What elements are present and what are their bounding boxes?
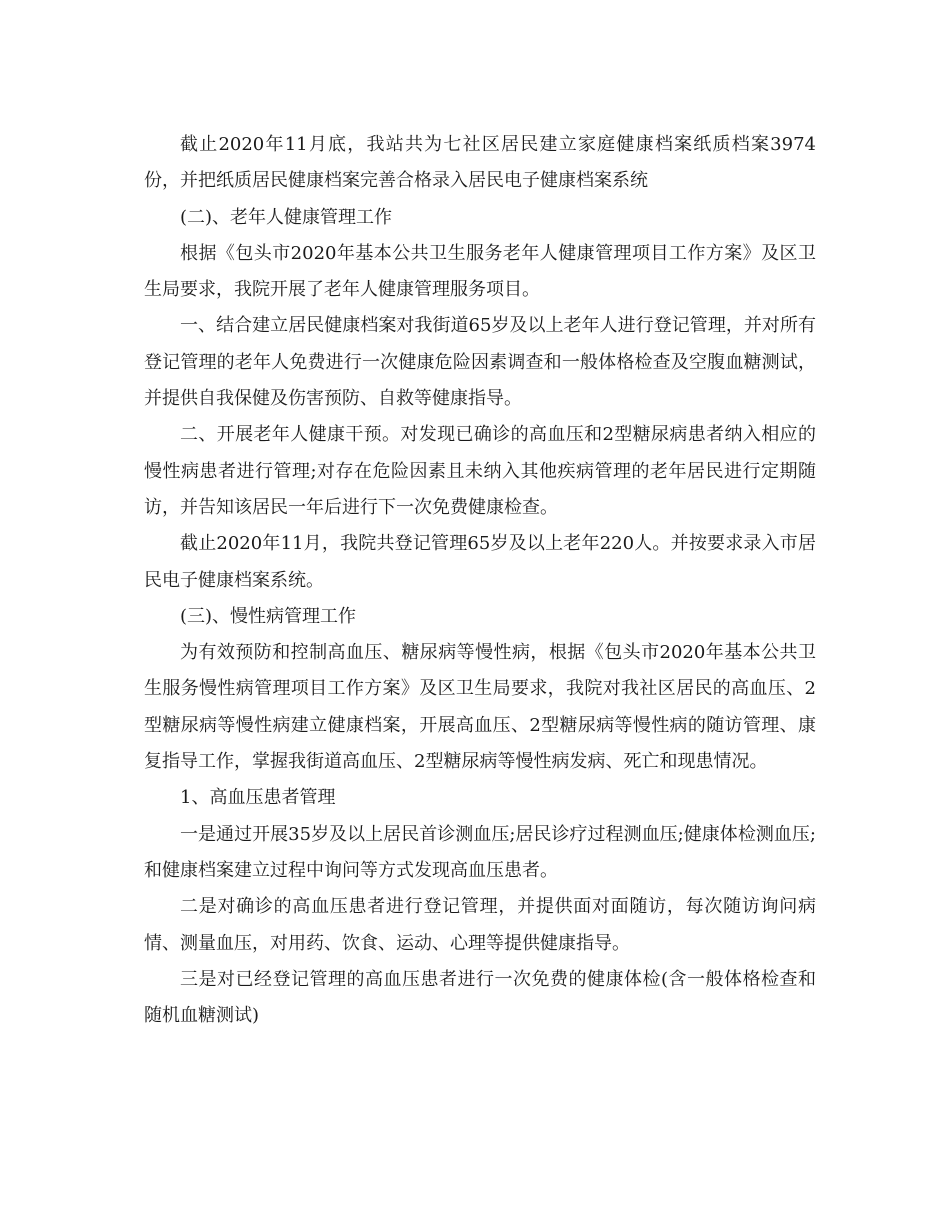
paragraph-elderly-registration: 一、结合建立居民健康档案对我街道65岁及以上老年人进行登记管理，并对所有登记管理的老年人免费进行一次健康危险因素调查和一般体格检查及空腹血糖测试，并提供自我保健及伤害预防、自救等健康指导。 — [144, 315, 816, 410]
paragraph-hypertension-detection: 一是通过开展35岁及以上居民首诊测血压;居民诊疗过程测血压;健康体检测血压;和健康档案建立过程中询问等方式发现高血压患者。 — [144, 823, 816, 881]
paragraph-elderly-intervention: 二、开展老年人健康干预。对发现已确诊的高血压和2型糖尿病患者纳入相应的慢性病患者进行管理;对存在危险因素且未纳入其他疾病管理的老年居民进行定期随访，并告知该居民一年后进行下一次免费健康检查。 — [144, 424, 816, 518]
document-body — [144, 127, 816, 1034]
paragraph-elderly-basis: 根据《包头市2020年基本公共卫生服务老年人健康管理项目工作方案》及区卫生局要求，我院开展了老年人健康管理服务项目。 — [144, 242, 816, 301]
section-heading-elderly-health: (二)、老年人健康管理工作 — [180, 206, 393, 228]
subheading-hypertension: 1、高血压患者管理 — [180, 787, 336, 809]
paragraph-archive-summary: 截止2020年11月底，我站共为七社区居民建立家庭健康档案纸质档案3974份，并把纸质居民健康档案完善合格录入居民电子健康档案系统 — [144, 134, 816, 192]
paragraph-chronic-basis: 为有效预防和控制高血压、糖尿病等慢性病，根据《包头市2020年基本公共卫生服务慢性病管理项目工作方案》及区卫生局要求，我院对我社区居民的高血压、2型糖尿病等慢性病建立健康档案，开展高血压、2型糖尿病等慢性病的随访管理、康复指导工作，掌握我街道高血压、2型糖尿病等慢性病发病、死亡和现患情况。 — [144, 642, 816, 773]
section-heading-chronic-disease: (三)、慢性病管理工作 — [180, 605, 357, 627]
paragraph-hypertension-checkup: 三是对已经登记管理的高血压患者进行一次免费的健康体检(含一般体格检查和随机血糖测试) — [144, 968, 816, 1027]
paragraph-elderly-summary: 截止2020年11月，我院共登记管理65岁及以上老年220人。并按要求录入市居民电子健康档案系统。 — [144, 533, 816, 591]
paragraph-hypertension-followup: 二是对确诊的高血压患者进行登记管理，并提供面对面随访，每次随访询问病情、测量血压，对用药、饮食、运动、心理等提供健康指导。 — [144, 896, 816, 954]
